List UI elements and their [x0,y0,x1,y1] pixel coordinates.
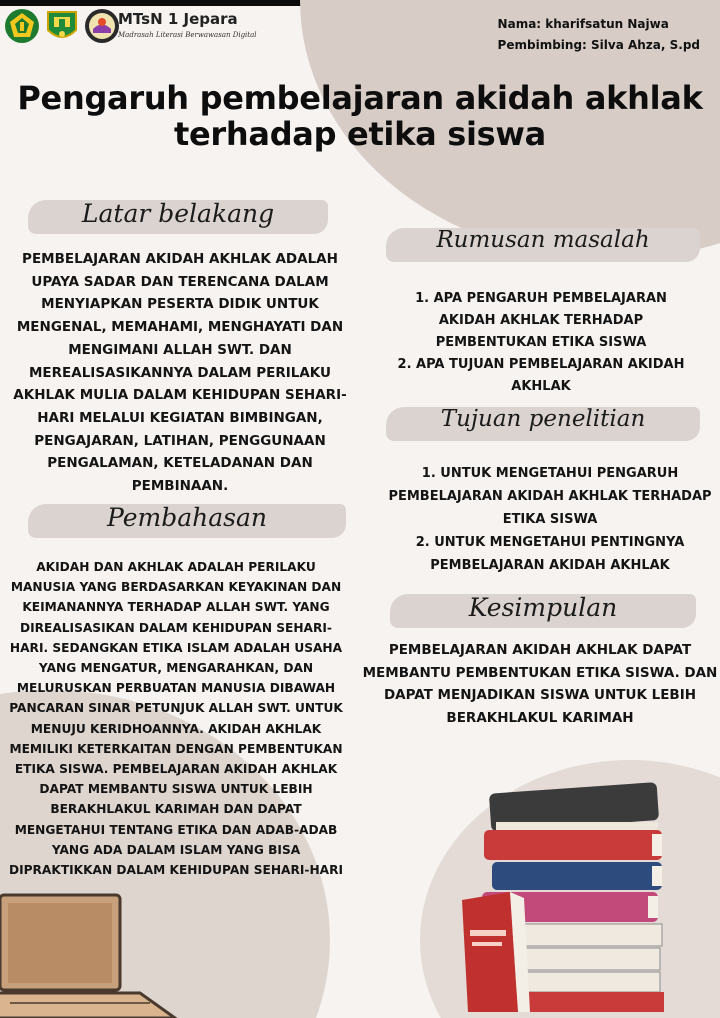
heading-tujuan-penelitian: Tujuan penelitian [440,406,646,432]
heading-kesimpulan: Kesimpulan [468,593,618,622]
poster-title [0,80,720,152]
laptop-illustration-icon [0,885,180,1018]
supervisor-name: Pembimbing: Silva Ahza, S.pd [497,38,700,52]
literasi-logo-icon [84,8,120,44]
title-line-2: terhadap etika siswa [174,115,546,153]
title-line-1: Pengaruh pembelajaran akidah akhlak [17,79,703,117]
kemenag-logo-icon [4,8,40,44]
school-motto: Madrasah Literasi Berwawasan Digital [118,31,257,39]
school-block [118,10,257,39]
book-stack-illustration-icon [452,780,670,1015]
rumusan-item-2: 2. APA TUJUAN PEMBELAJARAN AKIDAH AKHLAK [397,357,685,394]
tujuan-item-1: 1. UNTUK MENGETAHUI PENGARUH PEMBELAJARAN AKIDAH AKHLAK TERHADAP ETIKA SISWA [388,466,712,527]
author-name: Nama: kharifsatun Najwa [497,17,669,31]
logo-row [4,8,120,44]
heading-latar-belakang: Latar belakang [81,199,275,228]
rumusan-masalah-list [386,288,696,398]
school-name: MTsN 1 Jepara [118,10,238,28]
tujuan-item-2: 2. UNTUK MENGETAHUI PENTINGNYA PEMBELAJARAN AKIDAH AKHLAK [415,535,685,573]
pembahasan-text: AKIDAH DAN AKHLAK ADALAH PERILAKU MANUSIA YANG BERDASARKAN KEYAKINAN DAN KEIMANANNYA TERHADAP ALLAH SWT. YANG DIREALISASIKAN DALAM KEHIDUPAN SEHARI-HARI. SEDANGKAN ETIKA ISLAM ADALAH USAHA YANG MENGATUR, MENGARAHKAN, DAN MELURUSKAN PERBUATAN MANUSIA DIBAWAH PANCARAN SINAR PETUNJUK ALLAH SWT. UNTUK MENUJU KERIDHOANNYA. AKIDAH AKHLAK MEMILIKI KETERKAITAN DENGAN PEMBENTUKAN ETIKA SISWA. PEMBELAJARAN AKIDAH AKHLAK DAPAT MEMBANTU SISWA UNTUK LEBIH BERAKHLAKUL KARIMAH DAN DAPAT MENGETAHUI TENTANG ETIKA DAN ADAB-ADAB YANG ADA DALAM ISLAM YANG BISA DIPRAKTIKKAN DALAM KEHIDUPAN SEHARI-HARI [8,560,344,878]
madrasah-logo-icon [44,8,80,44]
kesimpulan-text: PEMBELAJARAN AKIDAH AKHLAK DAPAT MEMBANTU PEMBENTUKAN ETIKA SISWA. DAN DAPAT MENJADIKAN SISWA UNTUK LEBIH BERAKHLAKUL KARIMAH [362,642,718,726]
heading-pembahasan: Pembahasan [107,503,267,532]
tujuan-penelitian-list [382,462,718,577]
latar-belakang-text: PEMBELAJARAN AKIDAH AKHLAK ADALAH UPAYA SADAR DAN TERENCANA DALAM MENYIAPKAN PESERTA DIDIK UNTUK MENGENAL, MEMAHAMI, MENGHAYATI DAN MENGIMANI ALLAH SWT. DAN MEREALISASIKANNYA DALAM PERILAKU AKHLAK MULIA DALAM KEHIDUPAN SEHARI-HARI MELALUI KEGIATAN BIMBINGAN, PENGAJARAN, LATIHAN, PENGGUNAAN PENGALAMAN, KETELADANAN DAN PEMBINAAN. [13,251,347,495]
heading-rumusan-masalah: Rumusan masalah [436,227,650,253]
author-info [498,14,700,56]
rumusan-item-1: 1. APA PENGARUH PEMBELAJARAN AKIDAH AKHLAK TERHADAP PEMBENTUKAN ETIKA SISWA [415,291,667,350]
